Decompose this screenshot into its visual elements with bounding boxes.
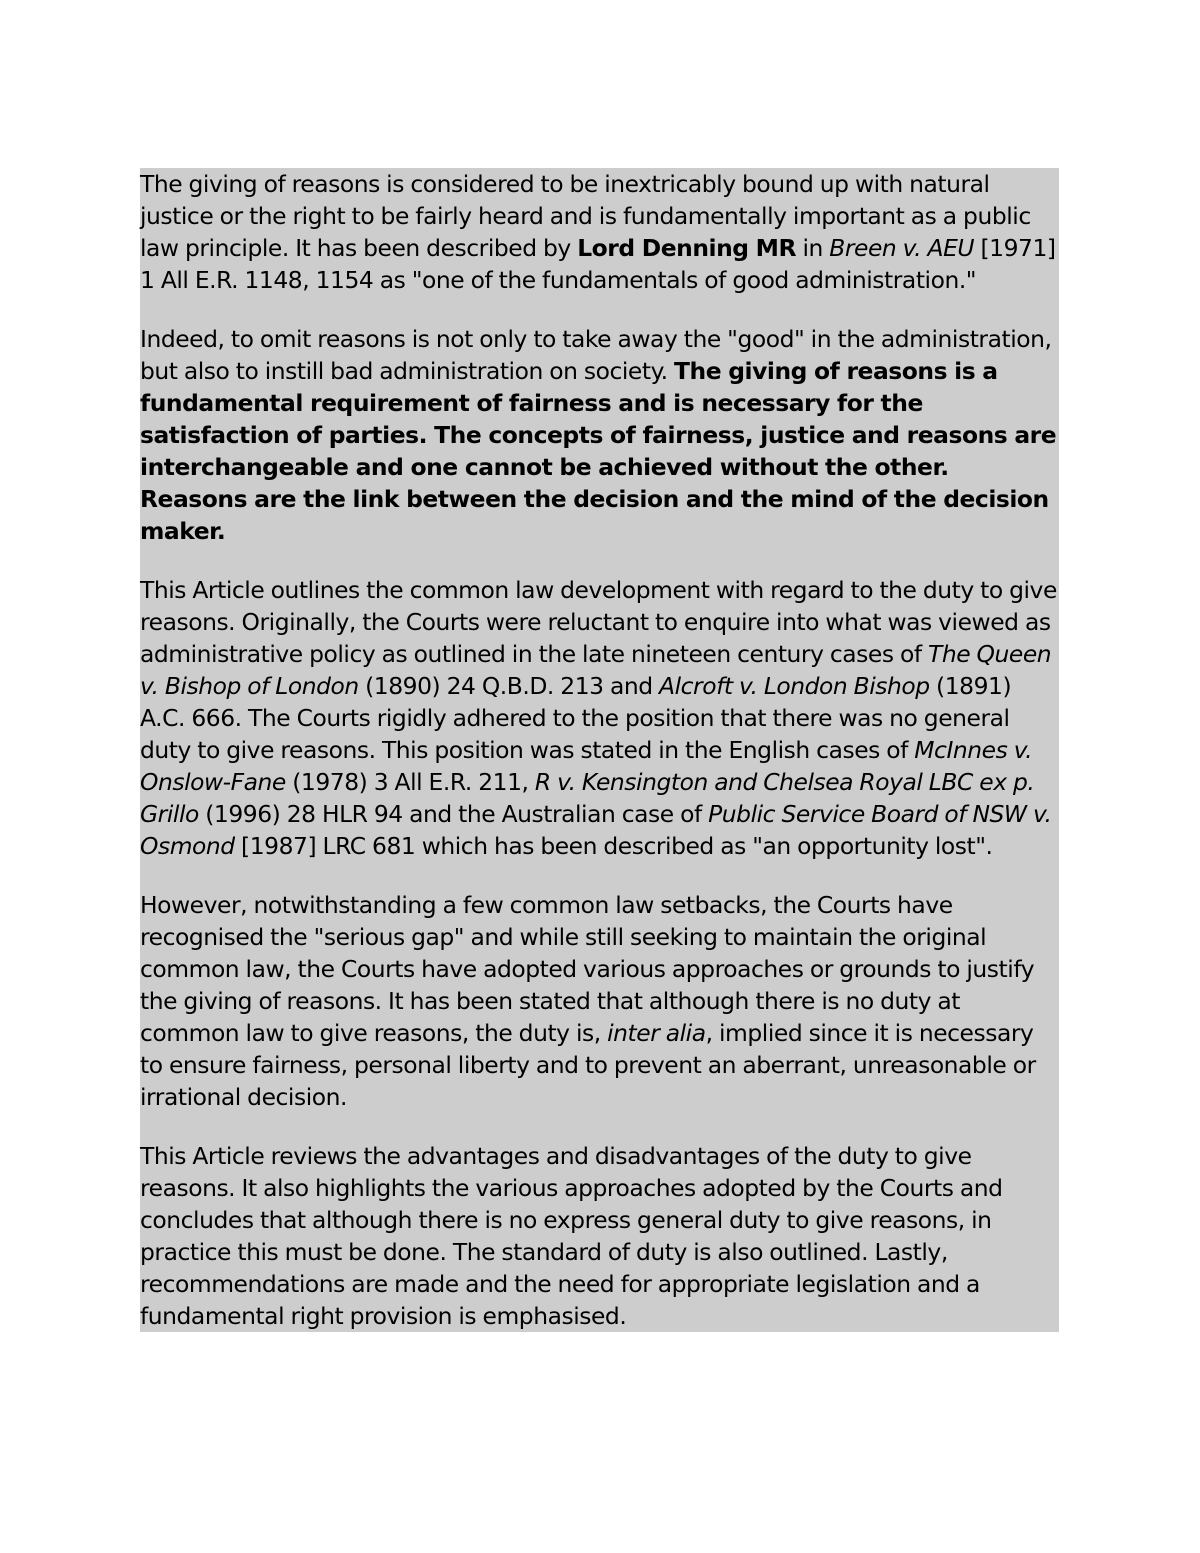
text-run: (1891) A.C. 666. The Courts rigidly adhered to the position that there was no general duty to give reasons. This position was stated in the English cases of <box>140 672 1012 764</box>
case-name: R v. Kensington and Chelsea Royal LBC ex p. Grillo <box>140 768 1035 828</box>
latin-phrase: inter alia <box>607 1019 706 1047</box>
text-run: in <box>796 234 830 262</box>
emphasized-statement: The giving of reasons is a fundamental requirement of fairness and is necessary for the satisfaction of parties. The concepts of fairness, justice and reasons are interchangeable and one cannot be achieved without the other. Reasons are the link between the decision and the mind of the decision maker. <box>140 357 1057 545</box>
paragraph-common-law-development <box>140 574 1059 862</box>
text-run: [1987] LRC 681 which has been described as "an opportunity lost". <box>234 832 993 860</box>
paragraph-serious-gap <box>140 889 1059 1113</box>
judge-name: Lord Denning MR <box>577 234 797 262</box>
text-run: Indeed, to omit reasons is not only to take away the "good" in the administration, but also to instill bad administration on society. <box>140 325 1052 385</box>
paragraph-intro <box>140 168 1059 296</box>
case-name: The Queen v. Bishop of London <box>140 640 1052 700</box>
text-run: (1996) 28 HLR 94 and the Australian case of <box>198 800 709 828</box>
text-run: The giving of reasons is considered to be inextricably bound up with natural justice or the right to be fairly heard and is fundamentally important as a public law principle. It has been described by <box>140 170 1031 262</box>
paragraph-fairness <box>140 323 1059 547</box>
case-name: Public Service Board of NSW v. Osmond <box>140 800 1052 860</box>
case-name: Breen v. AEU <box>829 234 975 262</box>
text-run: This Article outlines the common law development with regard to the duty to give reasons. Originally, the Courts were reluctant to enquire into what was viewed as administrative policy as outlined in the late nineteen century cases of <box>140 576 1057 668</box>
text-run: [1971] 1 All E.R. 1148, 1154 as "one of the fundamentals of good administration." <box>140 234 1056 294</box>
text-run: , implied since it is necessary to ensure fairness, personal liberty and to prevent an aberrant, unreasonable or irrational decision. <box>140 1019 1036 1111</box>
text-run: This Article reviews the advantages and disadvantages of the duty to give reasons. It also highlights the various approaches adopted by the Courts and concludes that although there is no express general duty to give reasons, in practice this must be done. The standard of duty is also outlined. Lastly, recommendations are made and the need for appropriate legislation and a fundamental right provision is emphasised. <box>140 1142 1003 1330</box>
article-text-block <box>140 168 1059 1332</box>
case-name: Alcroft v. London Bishop <box>659 672 930 700</box>
case-name: McInnes v. Onslow-Fane <box>140 736 1033 796</box>
paragraph-review-summary <box>140 1140 1059 1332</box>
text-run: (1890) 24 Q.B.D. 213 and <box>358 672 660 700</box>
text-run: (1978) 3 All E.R. 211, <box>285 768 535 796</box>
text-run: However, notwithstanding a few common law setbacks, the Courts have recognised the "serious gap" and while still seeking to maintain the original common law, the Courts have adopted various approaches or grounds to justify the giving of reasons. It has been stated that although there is no duty at common law to give reasons, the duty is, <box>140 891 1035 1047</box>
